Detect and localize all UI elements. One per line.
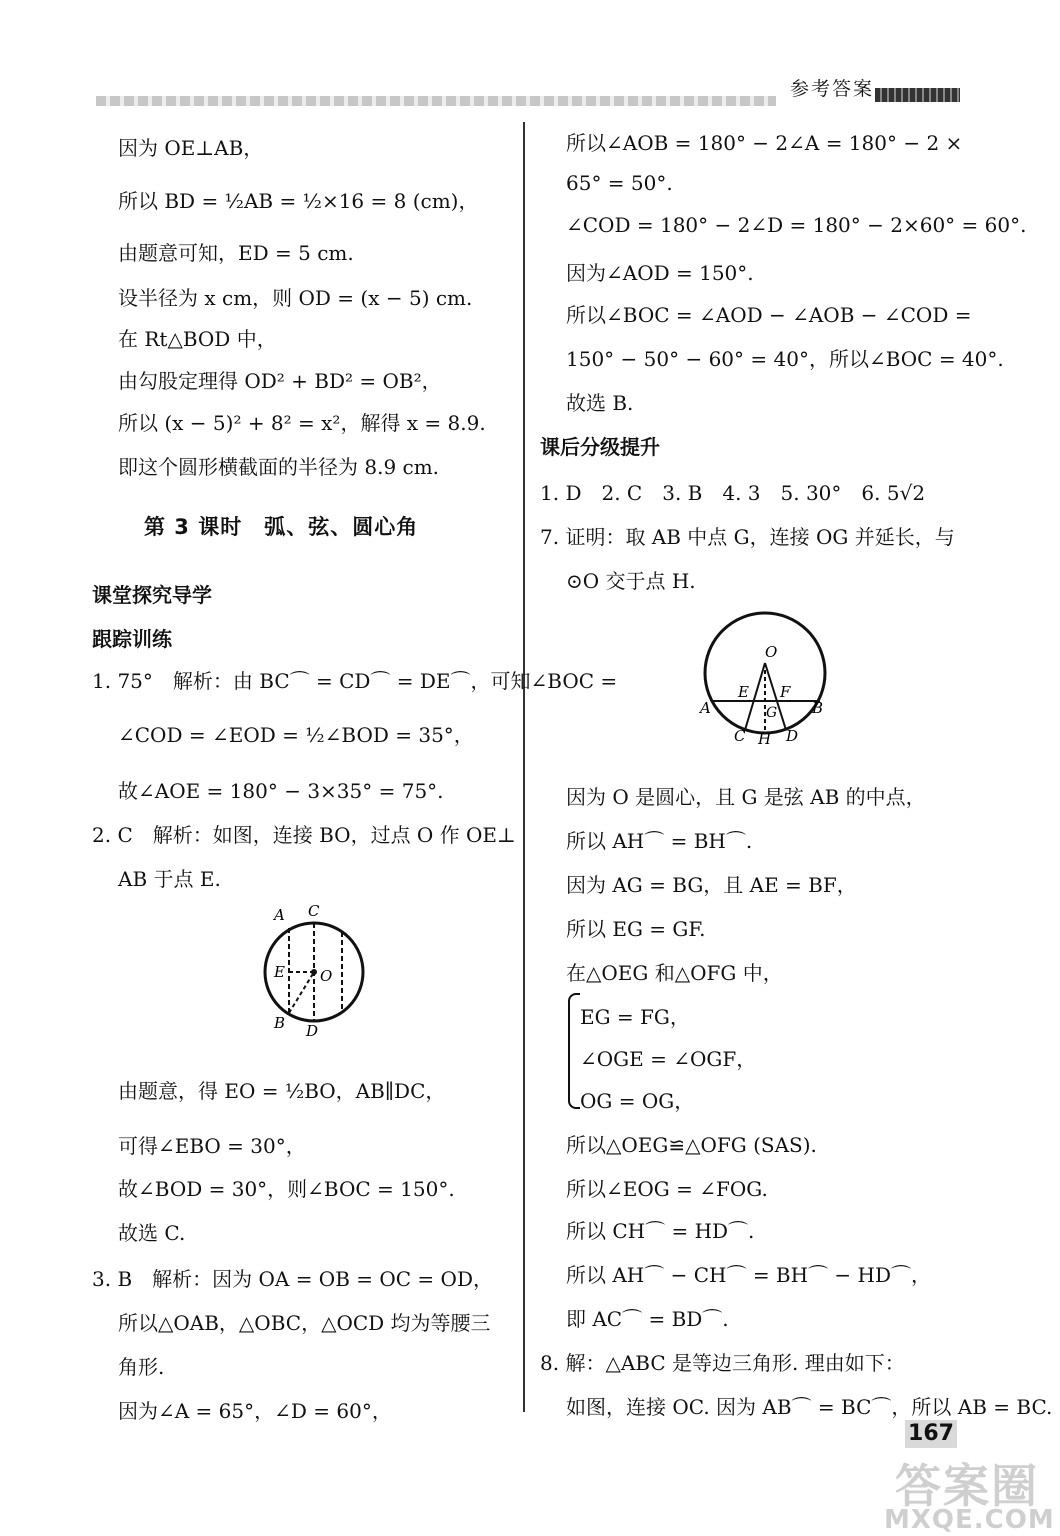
question-line: 1. 75° 解析：由 BC⌒ = CD⌒ = DE⌒，可知∠BOC =	[92, 669, 618, 693]
system-brace	[568, 993, 580, 1109]
proof-line: 即 AC⌒ = BD⌒.	[566, 1307, 729, 1331]
label-a: A	[700, 699, 711, 717]
proof-line: 因为 O 是圆心，且 G 是弦 AB 的中点，	[566, 785, 926, 809]
section-heading: 课堂探究导学	[92, 583, 212, 607]
text-line: 所以 BD = ½AB = ½×16 = 8 (cm)，	[118, 189, 479, 213]
watermark-logo	[880, 1450, 1060, 1536]
proof-line: 所以 AH⌒ = BH⌒.	[566, 829, 753, 853]
question-line: 可得∠EBO = 30°，	[118, 1134, 306, 1158]
question-line: ⊙O 交于点 H.	[566, 569, 696, 593]
text-line: 65° = 50°.	[566, 171, 673, 195]
lesson-title: 第 3 课时 弧、弦、圆心角	[144, 515, 419, 539]
label-b: B	[274, 1014, 286, 1032]
header-decoration	[875, 88, 960, 102]
proof-line: EG = FG，	[580, 1005, 690, 1029]
question-line: 如图，连接 OC. 因为 AB⌒ = BC⌒，所以 AB = BC.	[566, 1395, 1053, 1419]
circle-figure-1	[262, 902, 382, 1042]
question-line: 由题意，得 EO = ½BO，AB∥DC，	[118, 1079, 446, 1103]
proof-line: 所以∠EOG = ∠FOG.	[566, 1177, 768, 1201]
text-line: 因为∠AOD = 150°.	[566, 261, 754, 285]
proof-line: 在△OEG 和△OFG 中，	[566, 961, 783, 985]
question-line: 7. 证明：取 AB 中点 G，连接 OG 并延长，与	[540, 525, 955, 549]
question-line: ∠COD = ∠EOD = ½∠BOD = 35°，	[118, 723, 474, 747]
label-d: D	[306, 1022, 319, 1040]
circle-figure-2	[698, 605, 838, 745]
proof-line: ∠OGE = ∠OGF，	[580, 1047, 757, 1071]
proof-line: 所以 CH⌒ = HD⌒.	[566, 1219, 755, 1243]
page-header-title: 参考答案	[790, 78, 875, 100]
label-f: F	[780, 683, 791, 701]
proof-line: 所以 AH⌒ − CH⌒ = BH⌒ − HD⌒，	[566, 1263, 932, 1287]
text-line: 故选 B.	[566, 391, 634, 415]
segment-bo	[289, 972, 314, 1013]
proof-line: 所以 EG = GF.	[566, 917, 706, 941]
label-c: C	[734, 727, 746, 745]
question-line: 因为∠A = 65°，∠D = 60°，	[118, 1399, 392, 1423]
question-line: 故∠AOE = 180° − 3×35° = 75°.	[118, 779, 444, 803]
watermark-url: MXQE.COM	[884, 1505, 1055, 1535]
label-h: H	[758, 730, 772, 745]
text-line: 在 Rt△BOD 中，	[118, 327, 277, 351]
label-g: G	[766, 705, 778, 721]
question-line: 8. 解：△ABC 是等边三角形. 理由如下：	[540, 1351, 905, 1375]
text-line: 150° − 50° − 60° = 40°，所以∠BOC = 40°.	[566, 347, 1004, 371]
proof-line: OG = OG，	[580, 1089, 695, 1113]
answer-line: 1. D 2. C 3. B 4. 3 5. 30° 6. 5√2	[540, 481, 926, 505]
label-b: B	[812, 699, 824, 717]
text-line: 设半径为 x cm，则 OD = (x − 5) cm.	[118, 286, 473, 310]
label-o: O	[320, 967, 333, 985]
label-c: C	[308, 902, 320, 920]
text-line: 因为 OE⊥AB，	[118, 136, 264, 160]
question-line: 2. C 解析：如图，连接 BO，过点 O 作 OE⊥	[92, 823, 516, 847]
text-line: 所以 (x − 5)² + 8² = x²，解得 x = 8.9.	[118, 411, 486, 435]
question-line: AB 于点 E.	[118, 867, 221, 891]
label-a: A	[274, 906, 285, 924]
question-line: 3. B 解析：因为 OA = OB = OC = OD，	[92, 1267, 493, 1291]
label-e: E	[274, 963, 285, 981]
label-o: O	[765, 643, 778, 661]
text-line: 由题意可知，ED = 5 cm.	[118, 241, 354, 265]
question-line: 所以△OAB，△OBC，△OCD 均为等腰三	[118, 1311, 491, 1335]
page-number: 167	[905, 1420, 957, 1448]
proof-line: 因为 AG = BG，且 AE = BF，	[566, 873, 857, 897]
question-line: 角形.	[118, 1355, 165, 1379]
column-divider	[523, 122, 525, 1412]
proof-line: 所以△OEG≌△OFG (SAS).	[566, 1133, 817, 1157]
text-line: 即这个圆形横截面的半径为 8.9 cm.	[118, 455, 440, 479]
question-line: 故选 C.	[118, 1221, 186, 1245]
text-line: 所以∠BOC = ∠AOD − ∠AOB − ∠COD =	[566, 303, 972, 327]
label-d: D	[786, 727, 799, 745]
text-line: ∠COD = 180° − 2∠D = 180° − 2×60° = 60°.	[566, 213, 1027, 237]
section-heading: 课后分级提升	[540, 435, 660, 459]
section-heading: 跟踪训练	[92, 627, 172, 651]
watermark-text: 答案圈	[895, 1459, 1039, 1513]
question-line: 故∠BOD = 30°，则∠BOC = 150°.	[118, 1177, 455, 1201]
label-e: E	[738, 683, 749, 701]
header-rule	[96, 96, 776, 106]
text-line: 由勾股定理得 OD² + BD² = OB²，	[118, 369, 442, 393]
text-line: 所以∠AOB = 180° − 2∠A = 180° − 2 ×	[566, 131, 963, 155]
center-point	[311, 969, 317, 975]
